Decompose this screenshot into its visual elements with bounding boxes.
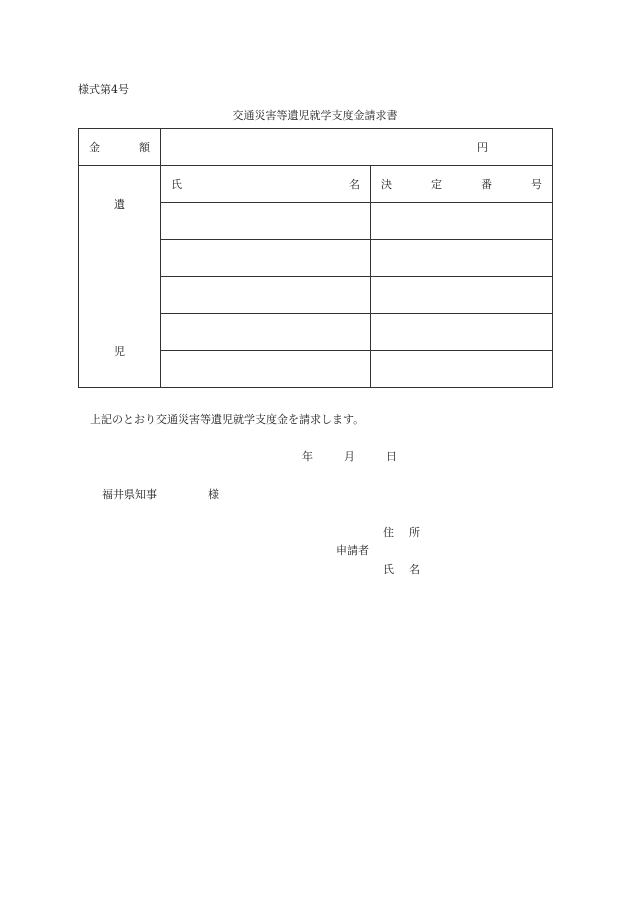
year-label: 年 [302,450,313,463]
decision-number-cell[interactable] [371,277,553,314]
decision-header-char: 決 [381,178,392,191]
decision-number-header-cell [371,166,553,203]
addressee-honorific: 様 [208,488,219,501]
decision-header-char: 号 [531,178,542,191]
child-name-cell[interactable] [161,203,371,240]
child-label-cell [79,166,161,388]
yen-unit: 円 [477,141,488,154]
name-label-char: 氏 [383,563,394,576]
address-label-char: 住 [383,526,394,539]
applicant-name-label [383,561,420,577]
form-number: 様式第4号 [78,83,129,96]
date-line [302,448,397,464]
amount-label-char: 額 [139,141,150,154]
decision-number-cell[interactable] [371,203,553,240]
name-header-char: 氏 [171,178,182,191]
header-row [79,166,553,203]
day-label: 日 [386,450,397,463]
addressee [102,486,219,502]
name-header-cell [161,166,371,203]
child-name-cell[interactable] [161,314,371,351]
addressee-name: 福井県知事 [102,488,157,501]
decision-header-char: 定 [431,178,442,191]
month-label: 月 [344,450,355,463]
amount-row [79,129,553,166]
name-label-char: 名 [409,563,420,576]
amount-label-char: 金 [89,141,100,154]
child-name-cell[interactable] [161,351,371,388]
applicant-label: 申請者 [336,544,369,557]
child-name-cell[interactable] [161,240,371,277]
address-label-char: 所 [409,526,420,539]
child-label-top: 遺 [114,198,125,211]
applicant-address-label [383,524,420,540]
decision-number-cell[interactable] [371,314,553,351]
request-statement: 上記のとおり交通災害等遺児就学支度金を請求します。 [90,413,365,426]
amount-label-cell [79,129,161,166]
child-name-cell[interactable] [161,277,371,314]
amount-input-cell[interactable] [161,129,553,166]
child-label-bottom: 児 [114,345,125,358]
name-header-char: 名 [349,178,360,191]
document-title: 交通災害等遺児就学支度金請求書 [232,109,398,122]
decision-header-char: 番 [481,178,492,191]
request-form-table [78,128,553,388]
decision-number-cell[interactable] [371,351,553,388]
decision-number-cell[interactable] [371,240,553,277]
